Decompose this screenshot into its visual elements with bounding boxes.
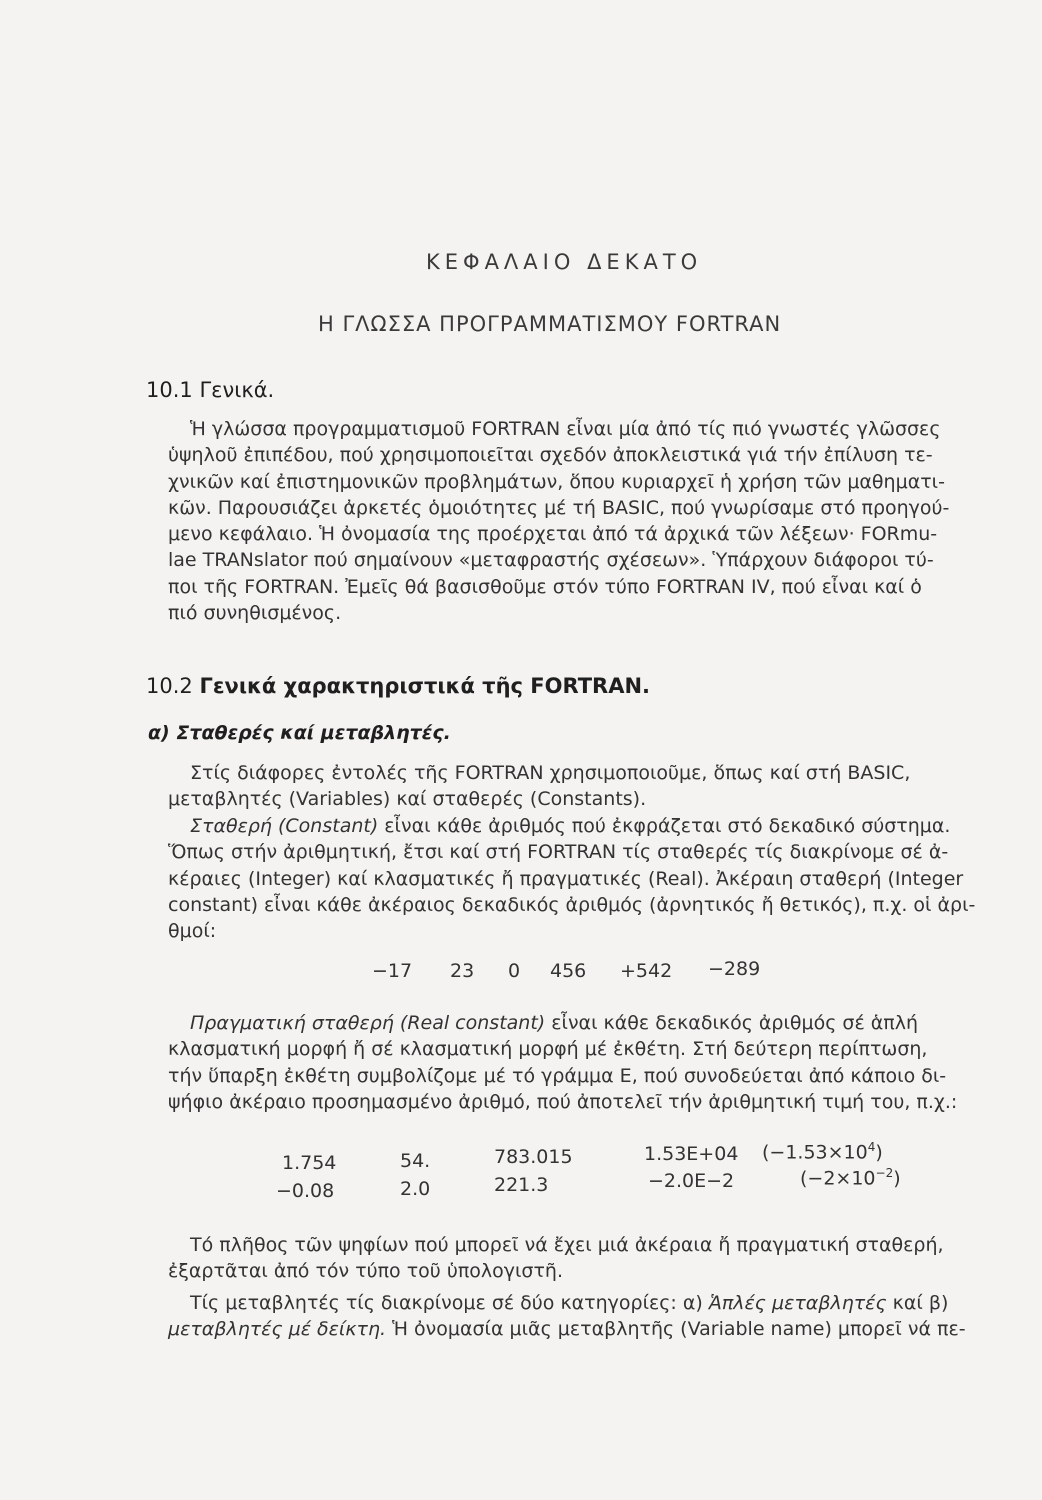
term-simple-variables: Ἁπλές μεταβλητές [708, 1292, 887, 1314]
term-constant: Σταθερή (Constant) [190, 815, 379, 837]
term-subscripted-variables: μεταβλητές μέ δείκτη. [168, 1318, 387, 1341]
section-2-number: 10.2 [146, 674, 193, 698]
section-2-heading [146, 674, 650, 698]
text-line: ἐξαρτᾶται ἀπό τόν τύπο τοῦ ὑπολογιστῆ. [168, 1260, 563, 1283]
real-example: −0.08 [276, 1180, 335, 1202]
integer-example: +542 [620, 960, 673, 982]
real-example: 1.754 [282, 1152, 337, 1174]
text-line: Ὅπως στήν ἀριθμητική, ἔτσι καί στή FORTRAN τίς σταθερές τίς διακρίνομε σέ ἀ- [168, 841, 949, 864]
text-line: Σταθερή (Constant) εἶναι κάθε ἀριθμός πού ἐκφράζεται στό δεκαδικό σύστημα. [190, 815, 951, 837]
real-example: 783.015 [494, 1146, 573, 1168]
digits-paragraph [168, 1232, 998, 1285]
section-1-number: 10.1 [146, 378, 193, 402]
integer-example: −289 [708, 958, 761, 980]
text-line: Τό πλῆθος τῶν ψηφίων πού μπορεῖ νά ἔχει μιά ἀκέραια ἤ πραγματική σταθερή, [190, 1234, 944, 1256]
text-line: κῶν. Παρουσιάζει ἀρκετές ὁμοιότητες μέ τή BASIC, πού γνωρίσαμε στό προηγού- [168, 496, 950, 519]
section-1-paragraph [168, 416, 998, 626]
text-line: Στίς διάφορες ἐντολές τῆς FORTRAN χρησιμοποιοῦμε, ὅπως καί στή BASIC, [190, 762, 911, 784]
text-line: πιό συνηθισμένος. [168, 602, 342, 625]
real-example: 2.0 [400, 1178, 431, 1200]
text-line: μεταβλητές (Variables) καί σταθερές (Constants). [168, 788, 647, 811]
constants-intro-paragraph [168, 760, 998, 813]
text-line: κέραιες (Integer) καί κλασματικές ἤ πραγματικές (Real). Ἀκέραιη σταθερή (Integer [168, 867, 964, 890]
text-line: ποι τῆς FORTRAN. Ἐμεῖς θά βασισθοῦμε στόν τύπο FORTRAN IV, πού εἶναι καί ὁ [168, 575, 922, 598]
real-example: 1.53E+04 [644, 1143, 739, 1165]
real-example-note: $(-1.53\times 10^4)$ [762, 1140, 883, 1164]
section-2-title: Γενικά χαρακτηριστικά τῆς FORTRAN. [199, 674, 651, 698]
term-real-constant: Πραγματική σταθερή (Real constant) [190, 1012, 546, 1034]
real-example: 221.3 [494, 1174, 549, 1196]
section-1-heading [146, 378, 274, 402]
chapter-heading: ΚΕΦΑΛΑΙΟ ΔΕΚΑΤΟ [426, 250, 703, 274]
section-1-title: Γενικά. [199, 378, 275, 402]
text-line: Ἡ γλώσσα προγραμματισμοῦ FORTRAN εἶναι μία ἀπό τίς πιό γνωστές γλῶσσες [190, 418, 941, 440]
text-line: μεταβλητές μέ δείκτη. Ἡ ὀνομασία μιᾶς μεταβλητῆς (Variable name) μπορεῖ νά πε- [168, 1318, 966, 1341]
text-line: τήν ὕπαρξη ἐκθέτη συμβολίζομε μέ τό γράμμα E, πού συνοδεύεται ἀπό κάποιο δι- [168, 1064, 947, 1087]
integer-example: 0 [508, 960, 521, 982]
text-line: ὑψηλοῦ ἐπιπέδου, πού χρησιμοποιεῖται σχεδόν ἀποκλειστικά γιά τήν ἐπίλυση τε- [168, 444, 933, 467]
chapter-title: Η ΓΛΩΣΣΑ ΠΡΟΓΡΑΜΜΑΤΙΣΜΟΥ FORTRAN [318, 312, 782, 336]
integer-example: −17 [372, 960, 413, 982]
real-example: −2.0E−2 [648, 1170, 735, 1192]
integer-example: 456 [550, 960, 587, 982]
text-line: θμοί: [168, 920, 217, 943]
subsection-heading: α) Σταθερές καί μεταβλητές. [148, 722, 451, 744]
integer-example: 23 [450, 960, 475, 982]
text-line: ψήφιο ἀκέραιο προσημασμένο ἀριθμό, πού ἀποτελεῖ τήν ἀριθμητική τιμή του, π.χ.: [168, 1090, 958, 1113]
constant-definition-paragraph [168, 813, 998, 944]
text-line: κλασματική μορφή ἤ σέ κλασματική μορφή μέ ἐκθέτη. Στή δεύτερη περίπτωση, [168, 1038, 928, 1061]
variables-paragraph [168, 1290, 998, 1343]
text-line: constant) εἶναι κάθε ἀκέραιος δεκαδικός ἀριθμός (ἀρνητικός ἤ θετικός), π.χ. οἱ ἀρι- [168, 893, 976, 916]
text-line: χνικῶν καί ἐπιστημονικῶν προβλημάτων, ὅπου κυριαρχεῖ ἡ χρήση τῶν μαθηματι- [168, 470, 945, 493]
real-example-note: $(-2\times 10^{-2})$ [800, 1166, 901, 1190]
text-line: Πραγματική σταθερή (Real constant) εἶναι κάθε δεκαδικός ἀριθμός σέ ἁπλή [190, 1012, 919, 1034]
text-line: μενο κεφάλαιο. Ἡ ὀνομασία της προέρχεται ἀπό τά ἀρχικά τῶν λέξεων· FORmu- [168, 523, 938, 546]
real-constant-paragraph [168, 1010, 998, 1115]
text-line: Τίς μεταβλητές τίς διακρίνομε σέ δύο κατηγορίες: α) Ἁπλές μεταβλητές καί β) [190, 1292, 949, 1314]
text-line: lae TRANslator πού σημαίνουν «μεταφραστής σχέσεων». Ὑπάρχουν διάφοροι τύ- [168, 549, 934, 572]
real-example: 54. [400, 1150, 431, 1172]
